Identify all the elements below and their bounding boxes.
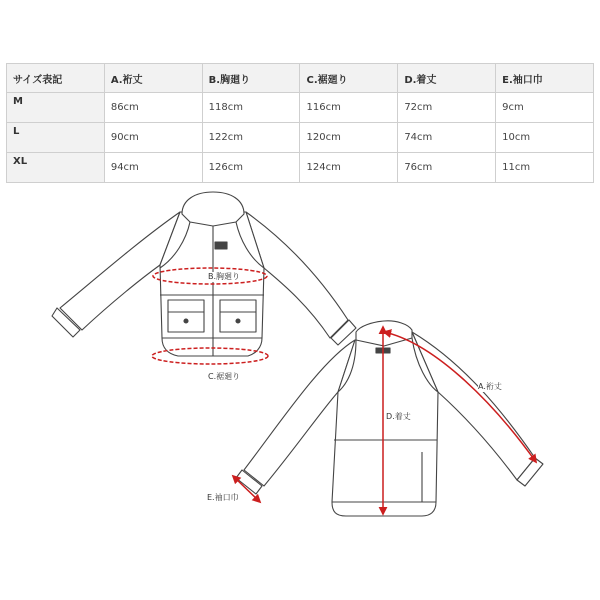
table-cell: 94cm bbox=[104, 153, 202, 183]
header-size: サイズ表記 bbox=[7, 64, 105, 93]
table-cell: 74cm bbox=[398, 123, 496, 153]
size-cell: M bbox=[7, 93, 105, 123]
header-chest: B.胸廻り bbox=[202, 64, 300, 93]
table-header-row bbox=[7, 64, 594, 93]
table-row bbox=[7, 153, 594, 183]
header-length: D.着丈 bbox=[398, 64, 496, 93]
jacket-illustrations bbox=[0, 180, 600, 600]
table-cell: 76cm bbox=[398, 153, 496, 183]
table-cell: 126cm bbox=[202, 153, 300, 183]
table-cell: 116cm bbox=[300, 93, 398, 123]
size-cell: XL bbox=[7, 153, 105, 183]
table-cell: 90cm bbox=[104, 123, 202, 153]
hem-label: C.裾廻り bbox=[208, 372, 241, 381]
size-table bbox=[6, 63, 594, 183]
length-label: D.着丈 bbox=[386, 412, 411, 421]
jacket-measurement-diagram bbox=[0, 180, 600, 600]
table-cell: 10cm bbox=[496, 123, 594, 153]
table-cell: 124cm bbox=[300, 153, 398, 183]
table-row bbox=[7, 123, 594, 153]
size-cell: L bbox=[7, 123, 105, 153]
table-cell: 72cm bbox=[398, 93, 496, 123]
table-cell: 86cm bbox=[104, 93, 202, 123]
table-cell: 118cm bbox=[202, 93, 300, 123]
header-hem: C.裾廻り bbox=[300, 64, 398, 93]
sleeve-length-label: A.裄丈 bbox=[478, 382, 502, 391]
table-row bbox=[7, 93, 594, 123]
header-sleeve-length: A.裄丈 bbox=[104, 64, 202, 93]
cuff-label: E.袖口巾 bbox=[207, 493, 239, 502]
table-cell: 120cm bbox=[300, 123, 398, 153]
chest-label: B.胸廻り bbox=[208, 272, 241, 281]
front-jacket-drawing bbox=[52, 192, 356, 356]
table-cell: 9cm bbox=[496, 93, 594, 123]
header-cuff: E.袖口巾 bbox=[496, 64, 594, 93]
table-cell: 11cm bbox=[496, 153, 594, 183]
table-cell: 122cm bbox=[202, 123, 300, 153]
front-collar bbox=[182, 192, 244, 226]
